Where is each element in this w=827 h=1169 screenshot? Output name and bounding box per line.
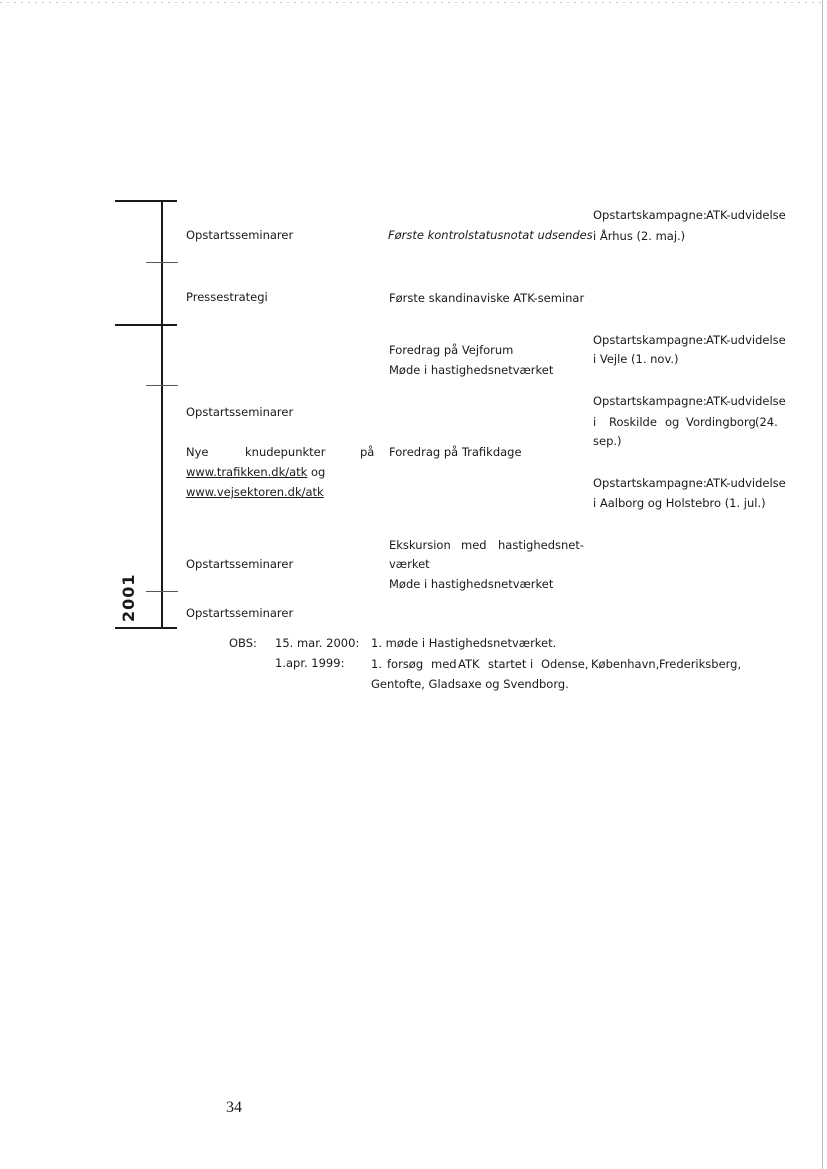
timeline-major-tick: [115, 324, 177, 326]
event-foredrag-trafikdage: Foredrag på Trafikdage: [389, 445, 522, 459]
event-opstartsseminarer: Opstartsseminarer: [186, 606, 294, 620]
campaign-roskilde-word: Vordingborg: [686, 415, 756, 429]
event-ekskursion-word: med: [461, 538, 487, 552]
obs-note-word: forsøg: [387, 657, 424, 671]
obs-note-cont: Gentofte, Gladsaxe og Svendborg.: [371, 677, 569, 691]
campaign-aarhus-line1a: Opstartskampagne:: [593, 208, 707, 222]
top-scan-edge: [0, 2, 827, 3]
event-opstartsseminarer: Opstartsseminarer: [186, 228, 294, 242]
event-nye-line2: [186, 465, 325, 479]
event-kontrolstatusnotat: Første kontrolstatusnotat udsendes: [388, 228, 593, 242]
obs-note-word: i: [530, 657, 534, 671]
event-nye-word: på: [360, 445, 375, 459]
obs-note-word: Odense,: [541, 657, 589, 671]
campaign-aarhus-line1b: ATK-udvidelse: [706, 208, 786, 222]
campaign-roskilde-word: i: [593, 415, 597, 429]
event-foredrag-vejforum: Foredrag på Vejforum: [389, 343, 514, 357]
right-scan-edge: [822, 0, 823, 1169]
timeline-axis: [161, 200, 163, 628]
obs-note-word: 1.: [371, 657, 382, 671]
timeline-minor-tick: [146, 591, 178, 592]
event-nye-word: knudepunkter: [245, 445, 326, 459]
event-ekskursion-word: hastighedsnet-: [498, 538, 585, 552]
obs-note: 1. møde i Hastighedsnetværket.: [371, 636, 557, 650]
campaign-vejle-line2: i Vejle (1. nov.): [593, 352, 679, 366]
campaign-roskilde-word: Roskilde: [609, 415, 657, 429]
campaign-vejle-line1a: Opstartskampagne:: [593, 333, 707, 347]
vejsektoren-link[interactable]: www.vejsektoren.dk/atk: [186, 485, 324, 499]
campaign-roskilde-line3: sep.): [593, 434, 622, 448]
campaign-roskilde-line1a: Opstartskampagne:: [593, 394, 707, 408]
event-mode-hastighedsnetvaerket: Møde i hastighedsnetværket: [389, 363, 554, 377]
timeline-minor-tick: [146, 262, 178, 263]
event-opstartsseminarer: Opstartsseminarer: [186, 557, 294, 571]
timeline-major-tick: [115, 627, 177, 629]
timeline-major-tick: [115, 200, 177, 202]
event-ekskursion-cont: værket: [389, 557, 430, 571]
obs-date: 1.apr. 1999:: [275, 656, 345, 670]
obs-note-word: København,: [591, 657, 660, 671]
obs-note-word: med: [431, 657, 457, 671]
page-number: 34: [226, 1099, 242, 1116]
campaign-roskilde-line1b: ATK-udvidelse: [706, 394, 786, 408]
event-ekskursion-word: Ekskursion: [389, 538, 451, 552]
timeline-minor-tick: [146, 385, 178, 386]
obs-note-word: startet: [488, 657, 527, 671]
obs-date: 15. mar. 2000:: [275, 636, 360, 650]
trafikken-link[interactable]: www.trafikken.dk/atk: [186, 465, 308, 479]
campaign-aalborg-line1a: Opstartskampagne:: [593, 476, 707, 490]
campaign-roskilde-word: og: [665, 415, 680, 429]
obs-note-word: ATK: [458, 657, 480, 671]
event-mode-hastighedsnetvaerket: Møde i hastighedsnetværket: [389, 577, 554, 591]
event-opstartsseminarer: Opstartsseminarer: [186, 405, 294, 419]
obs-label: OBS:: [229, 636, 257, 650]
campaign-aalborg-line1b: ATK-udvidelse: [706, 476, 786, 490]
campaign-roskilde-word: (24.: [755, 415, 778, 429]
event-nye-word: Nye: [186, 445, 209, 459]
event-pressestrategi: Pressestrategi: [186, 290, 268, 304]
campaign-vejle-line1b: ATK-udvidelse: [706, 333, 786, 347]
campaign-aalborg-line2: i Aalborg og Holstebro (1. jul.): [593, 496, 766, 510]
og-text: og: [310, 465, 326, 479]
obs-note-word: Frederiksberg,: [659, 657, 742, 671]
campaign-aarhus-line2: i Århus (2. maj.): [593, 229, 686, 243]
year-label: 2001: [119, 573, 138, 622]
event-skandinaviske-seminar: Første skandinaviske ATK-seminar: [389, 291, 585, 305]
